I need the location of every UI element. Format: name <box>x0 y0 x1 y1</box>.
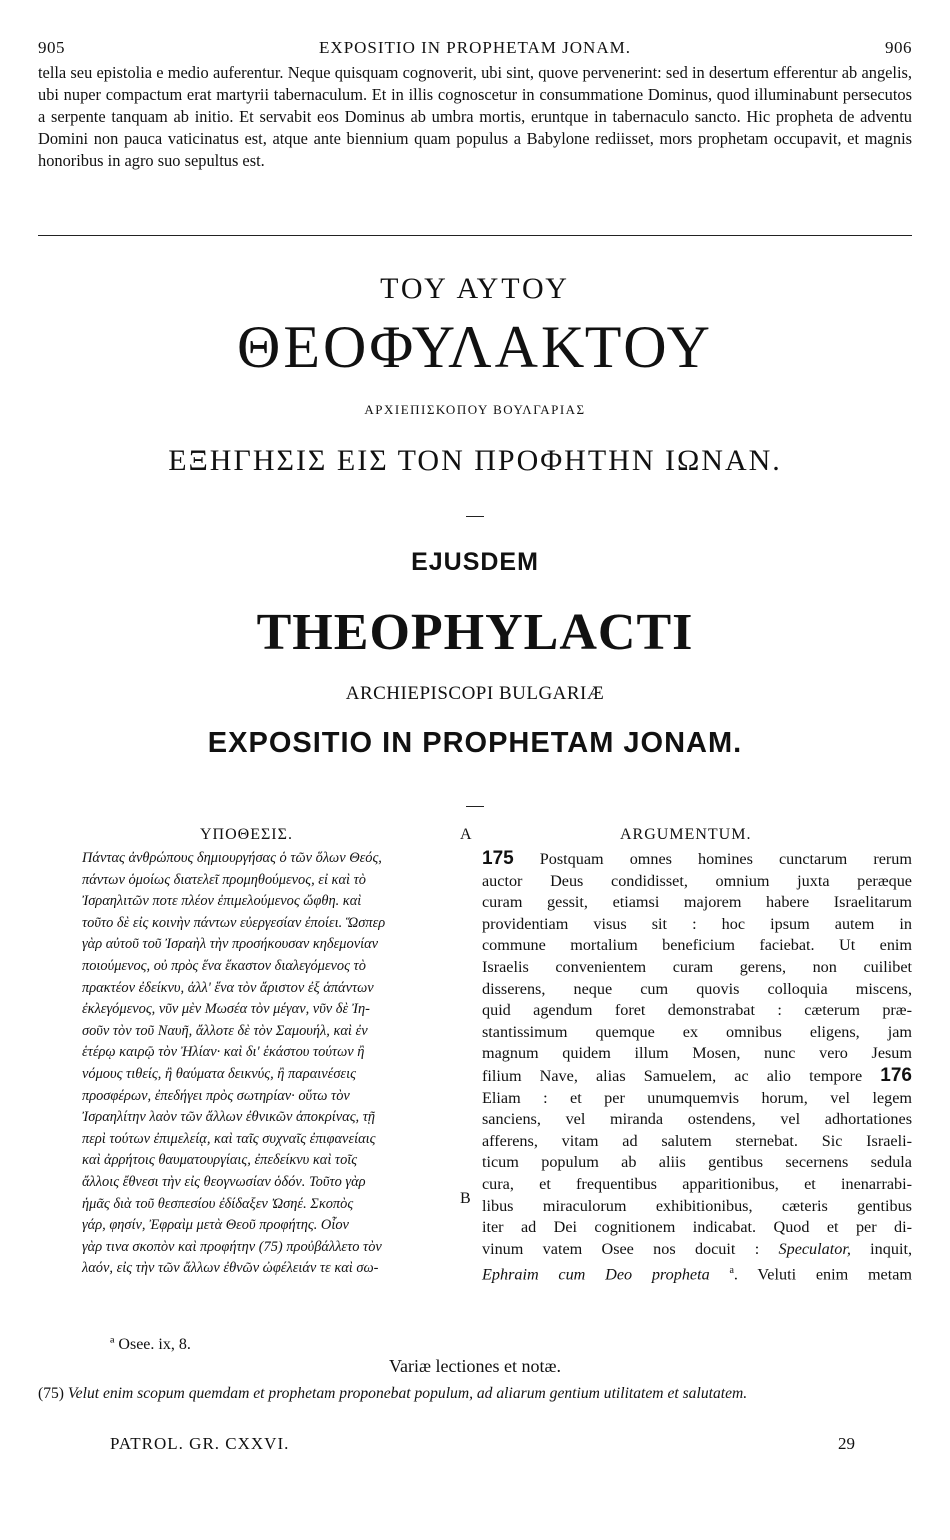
note-text: Velut enim scopum quemdam et prophetam proponebat populum, ad aliarum gentium utilitatem et salutatem. <box>67 1385 748 1402</box>
greek-line: γὰρ τινα σκοπὸν καὶ προφήτην (75) προὐβάλλετο τὸν <box>82 1238 382 1255</box>
latin-line: curam gessit, etiamsi majorem habere Israelitarum <box>482 893 912 912</box>
latin-column-heading: ARGUMENTUM. <box>620 826 752 843</box>
latin-line: iter ad Dei cognitionem indicabat. Quod et per di- <box>482 1218 912 1237</box>
greek-line: ἄλλοις ἔθνεσι τὴν εἰς θεογνωσίαν ὁδόν. Τοῦτο γὰρ <box>82 1173 366 1190</box>
greek-line: λαόν, εἰς τὴν τῶν ἄλλων ἐθνῶν ὠφέλειάν τε καὶ σω- <box>82 1260 379 1277</box>
footer-signature-number: 29 <box>838 1434 855 1453</box>
latin-author-title: THEOPHYLACTI <box>256 604 694 661</box>
greek-line: ἐκλεγόμενος, νῦν μὲν Μωσέα τὸν μέγαν, νῦν δὲ Ἰη- <box>82 1001 370 1018</box>
greek-line: πρακτέον ἐδείκνυ, ἀλλ' ἕνα τὸν ἄριστον ἐξ ἁπάντων <box>82 979 374 996</box>
latin-exposition-title: EXPOSITIO IN PROPHETAM JONAM. <box>207 727 743 759</box>
latin-line: afferens, vitam ad salutem sternebat. Sic Israeli- <box>482 1131 912 1150</box>
margin-marker-a: A <box>460 826 472 843</box>
latin-line: filium Nave, alias Samuelem, ac alio tempore 176 <box>482 1064 912 1086</box>
greek-line: πάντων ὁμοίως διατελεῖ προμηθούμενος, εἰ καὶ τὸ <box>82 871 366 888</box>
latin-line: Ephraim cum Deo propheta $^a$. Veluti enim metam <box>482 1265 912 1284</box>
variae-lectiones-heading: Variæ lectiones et notæ. <box>389 1356 561 1376</box>
latin-line: quid agendum foret demonstrabat : cæterum præ- <box>482 1001 912 1020</box>
greek-line: τοῦτο δὲ εἰς κοινὴν πάντων εὐεργεσίαν ἐποίει. Ὥσπερ <box>82 914 386 931</box>
greek-line: γὰρ αὐτοῦ τοῦ Ἰσραὴλ τὴν προσήκουσαν κηδεμονίαν <box>82 936 379 953</box>
title-separator <box>466 516 484 517</box>
column-number-175: 175 <box>482 848 514 869</box>
greek-line: ποιούμενος, οὐ πρὸς ἕνα ἕκαστον διαλεγόμενος τὸ <box>82 957 366 974</box>
latin-line: libus miraculorum exhibitionibus, cæteris gentibus <box>482 1196 912 1215</box>
latin-line: vinum vatem Osee nos docuit : Speculator, inquit, <box>482 1239 913 1258</box>
footnote-marker: a <box>729 1265 734 1277</box>
greek-line: ἑτέρῳ καιρῷ τὸν Ἠλίαν· καὶ δι' ἑκάστου τούτων ἢ <box>82 1044 365 1061</box>
page-number-left: 905 <box>38 38 65 57</box>
scripture-quote: Speculator, <box>778 1239 851 1258</box>
greek-line: γάρ, φησίν, Ἐφραὶμ μετὰ Θεοῦ προφήτης. Οἷον <box>82 1217 349 1234</box>
title-separator-2 <box>466 806 484 807</box>
latin-line: stantissimum quemque ex omnibus eligens, jam <box>482 1022 912 1041</box>
latin-line: commune mortalium beneficium faciebat. Ut enim <box>482 936 912 955</box>
footnote: ª Osee. ix, 8. <box>110 1336 191 1353</box>
greek-line: Ἰσραηλίτην λαὸν τῶν ἄλλων ἐθνικῶν ἀποκρίνας, τῇ <box>82 1109 376 1126</box>
latin-line: Israelis convenientem curam gerens, non cuilibet <box>482 957 912 976</box>
greek-archbishop-line: ΑΡΧΙΕΠΙΣΚΟΠΟΥ ΒΟΥΛΓΑΡΙΑΣ <box>364 402 586 417</box>
page-footer <box>110 1434 855 1458</box>
latin-text-column <box>482 848 912 1286</box>
running-title: EXPOSITIO IN PROPHETAM JONAM. <box>319 38 631 57</box>
greek-line: σοῦν τὸν τοῦ Ναυῆ, ἄλλοτε δὲ τὸν Σαμουήλ, καὶ ἐν <box>82 1022 368 1039</box>
greek-line: νόμους τιθείς, ἢ θαύματα δεικνύς, ἢ παραινέσεις <box>82 1065 356 1082</box>
greek-column-heading: ΥΠΟΘΕΣΙΣ. <box>200 826 293 843</box>
greek-exposition-title: ΕΞΗΓΗΣΙΣ ΕΙΣ ΤΟΝ ΠΡΟΦΗΤΗΝ ΙΩΝΑΝ. <box>168 444 782 477</box>
latin-line: providentiam visus sit : hoc ipsum autem in <box>482 914 912 933</box>
latin-line: ticum populum ab aliis gentibus secernens sedula <box>482 1153 912 1172</box>
latin-line: 175 Postquam omnes homines cunctarum rerum <box>482 848 912 869</box>
column-number-176: 176 <box>880 1064 912 1086</box>
note-number: (75) <box>38 1385 64 1402</box>
latin-line: magnum quidem illum Mosen, nunc vero Jesum <box>482 1044 912 1063</box>
latin-archbishop-line: ARCHIEPISCOPI BULGARIÆ <box>345 683 605 704</box>
greek-line: Πάντας ἀνθρώπους δημιουργήσας ὁ τῶν ὅλων Θεός, <box>82 850 382 866</box>
greek-line: προσφέρων, ἐπεδήγει πρὸς σωτηρίαν· οὕτω τὸν <box>82 1087 350 1104</box>
latin-line: auctor Deus condidisset, omnium juxta peræque <box>482 871 912 890</box>
latin-line: cura, et frequentibus apparitionibus, et inenarrabi- <box>482 1174 912 1193</box>
greek-line: Ἰσραηλιτῶν ποτε πλέον ἐπιμελούμενος ὤφθη. καὶ <box>82 893 362 910</box>
greek-subtitle: ΤΟΥ ΑΥΤΟΥ <box>380 272 570 305</box>
greek-line: καὶ ἀρρήτοις θαυματουργίαις, ἐπεδείκνυ καὶ τοῖς <box>82 1152 358 1169</box>
footer-signature: PATROL. GR. CXXVI. <box>110 1434 290 1453</box>
greek-line: περὶ τούτων ἐπιμελείᾳ, καὶ ταῖς συχναῖς ἐπιφανείαις <box>82 1130 376 1147</box>
intro-paragraph: tella seu epistolia e medio auferentur. Neque quisquam cognoverit, ubi sint, quove pervenerint: sed in desertum efferentur ab angelis, ubi nuper compactum erat martyrii tabernaculum. Et in illis cognoscetur in consummatione Dominus, quod illuminabunt persecutos a serpente tanquam ab initio. Et servabit eos Dominus ab umbra mortis, eruntque in tabernaculo sancto. Hic propheta de adventu Domini non pauca vaticinatus est, atque ante biennium quam populus a Babylone rediisset, mors prophetam occupavit, et magnis honoribus in agro suo sepultus est. <box>38 63 912 170</box>
variant-note <box>38 1383 912 1404</box>
greek-author-title: ΘΕΟΦΥΛΑΚΤΟΥ <box>237 314 713 380</box>
page-number-right: 906 <box>885 38 912 57</box>
latin-line: disserens, neque cum quovis colloquia miscens, <box>482 979 912 998</box>
greek-text-column <box>82 848 452 1280</box>
running-header <box>38 38 912 62</box>
greek-line: ἡμᾶς διὰ τοῦ θεσπεσίου ἐδίδαξεν Ὠσηέ. Σκοπὸς <box>82 1195 354 1212</box>
margin-marker-b: B <box>460 1190 471 1207</box>
latin-subtitle: EJUSDEM <box>411 548 539 576</box>
scripture-quote: Ephraim cum Deo propheta <box>482 1265 710 1284</box>
latin-line: Eliam : et per unumquemvis horum, vel legem <box>482 1088 912 1107</box>
latin-line: sanciens, vel miranda ostendens, vel adhortationes <box>482 1110 912 1129</box>
section-divider <box>38 235 912 236</box>
